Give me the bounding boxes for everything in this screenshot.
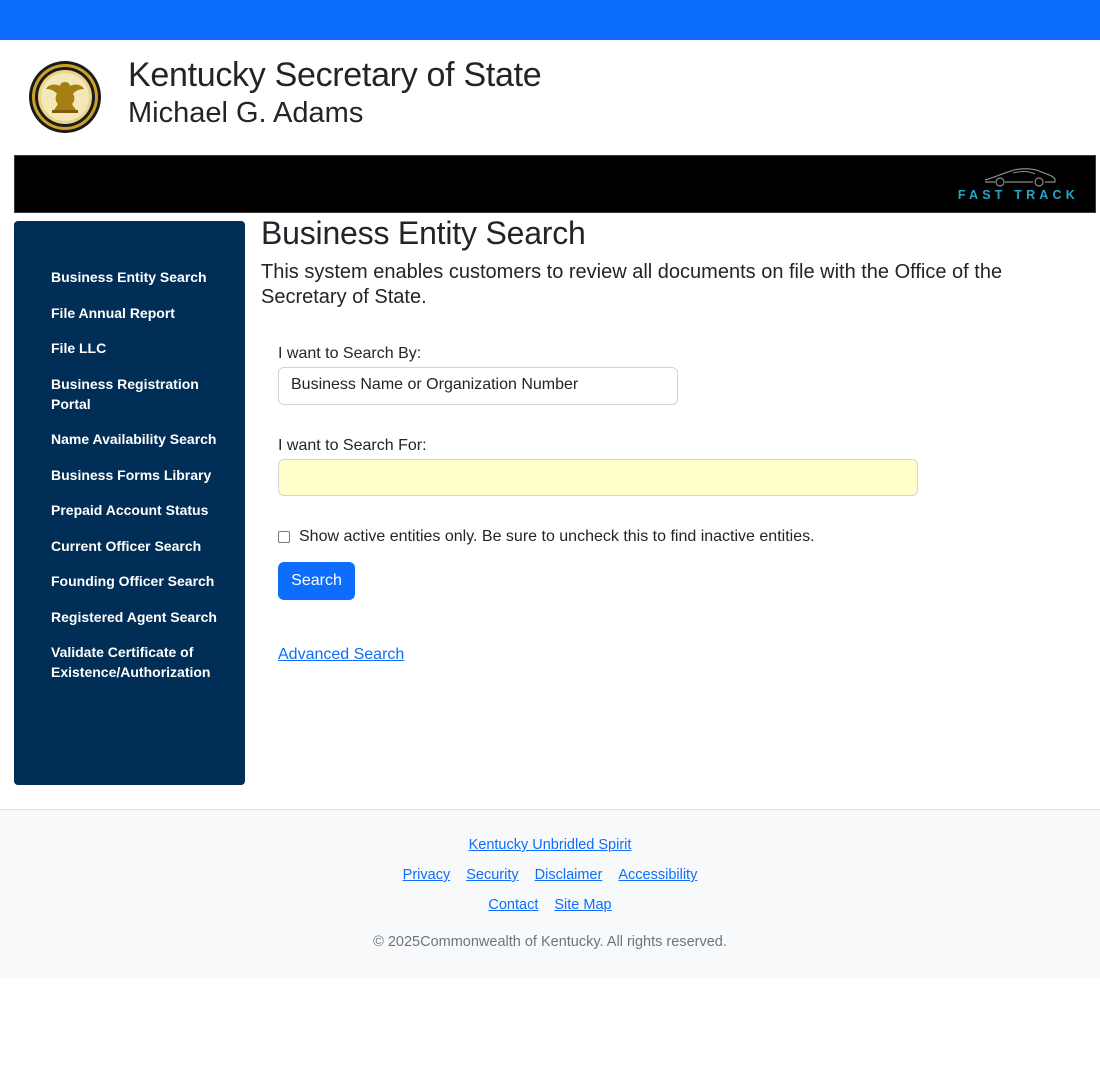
sidebar-item-founding-officer-search[interactable]: Founding Officer Search (51, 573, 215, 589)
sidebar-item-prepaid-account-status[interactable]: Prepaid Account Status (51, 502, 209, 518)
site-header (0, 40, 1100, 155)
sidebar-item-business-registration-portal[interactable]: Business Registration Portal (51, 375, 199, 412)
kentucky-seal-icon[interactable] (28, 60, 102, 134)
page-title: Business Entity Search (261, 215, 586, 251)
active-only-label[interactable]: Show active entities only. Be sure to uncheck this to find inactive entities. (299, 528, 815, 545)
top-accent-bar (0, 0, 1100, 40)
advanced-search-link[interactable]: Advanced Search (278, 646, 405, 663)
sidebar-item-file-annual-report[interactable]: File Annual Report (51, 304, 175, 321)
footer-copyright: © 2025Commonwealth of Kentucky. All rights reserved. (373, 934, 727, 950)
sidebar-item-business-forms-library[interactable]: Business Forms Library (51, 466, 212, 483)
sidebar-item-registered-agent-search[interactable]: Registered Agent Search (51, 608, 217, 625)
footer-links-row-1 (0, 867, 1100, 883)
site-title: Kentucky Secretary of State (128, 56, 542, 94)
search-by-select[interactable]: Business Name or Organization Number (278, 367, 678, 405)
search-button[interactable]: Search (278, 562, 355, 600)
footer-link-unbridled-spirit[interactable]: Kentucky Unbridled Spirit (468, 837, 632, 853)
fast-track-text: FAST TRACK (957, 188, 1079, 202)
search-for-input[interactable] (278, 459, 918, 496)
footer-link-disclaimer[interactable]: Disclaimer (534, 867, 603, 883)
site-subtitle: Michael G. Adams (128, 97, 364, 129)
footer-link-contact[interactable]: Contact (488, 897, 539, 913)
search-for-label: I want to Search For: (278, 437, 427, 454)
footer-link-accessibility[interactable]: Accessibility (618, 867, 698, 883)
sidebar-item-validate-certificate[interactable]: Validate Certificate of Existence/Authorization (51, 644, 211, 680)
banner-bar (14, 155, 1096, 213)
search-by-label: I want to Search By: (278, 345, 422, 362)
sidebar-item-file-llc[interactable]: File LLC (51, 340, 107, 356)
site-footer (0, 809, 1100, 977)
sidebar-item-business-entity-search[interactable]: Business Entity Search (51, 269, 207, 285)
fast-track-logo[interactable] (957, 164, 1079, 204)
footer-links-row-2 (0, 897, 1100, 913)
footer-link-privacy[interactable]: Privacy (402, 867, 451, 883)
footer-link-site-map[interactable]: Site Map (554, 897, 612, 913)
sidebar-nav (14, 221, 245, 785)
car-outline-icon (983, 166, 1057, 188)
main-content (261, 214, 1081, 310)
active-only-checkbox[interactable] (278, 531, 290, 543)
sidebar-item-name-availability-search[interactable]: Name Availability Search (51, 431, 217, 447)
footer-brand-row (0, 837, 1100, 853)
page-intro: This system enables customers to review all documents on file with the Office of the Secretary of State. (261, 261, 1003, 308)
footer-link-security[interactable]: Security (466, 867, 519, 883)
sidebar-item-current-officer-search[interactable]: Current Officer Search (51, 537, 202, 554)
